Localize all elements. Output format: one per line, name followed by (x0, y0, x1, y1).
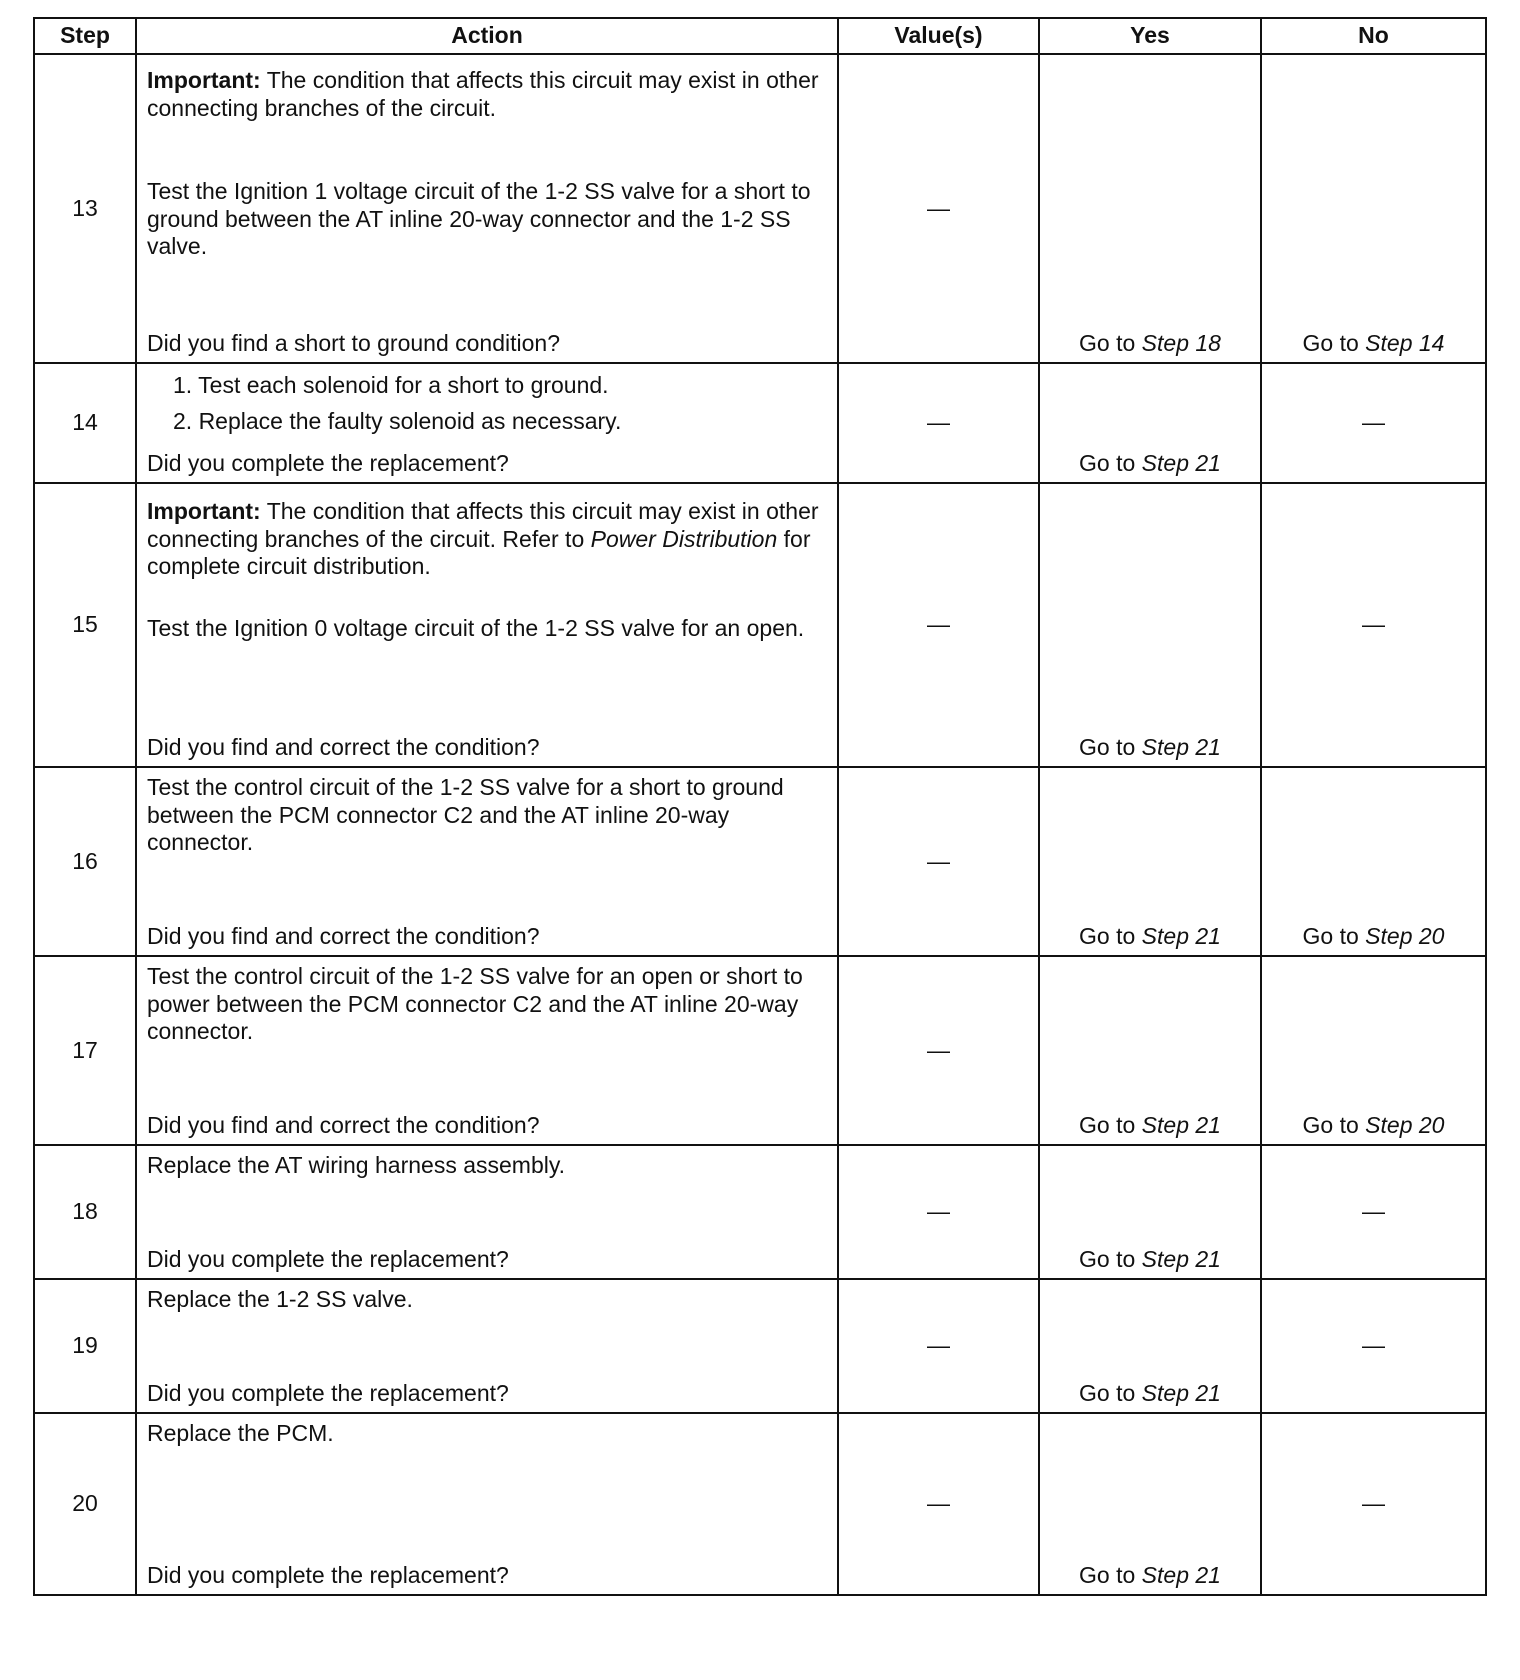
no-cell (1261, 767, 1486, 956)
yes-cell (1039, 483, 1261, 767)
goto-label: Go to (1079, 1246, 1136, 1273)
yes-step-ref: Step 18 (1141, 330, 1221, 357)
yes-goto (1079, 1246, 1221, 1272)
yes-step-ref: Step 21 (1141, 1112, 1221, 1139)
values-cell (838, 54, 1039, 363)
action-question: Did you complete the replacement? (147, 1562, 509, 1589)
goto-label: Go to (1079, 1380, 1136, 1407)
action-text: Test the control circuit of the 1-2 SS valve for a short to ground between the PCM connector C2 and the AT inline 20-way connector. (147, 774, 784, 856)
goto-label: Go to (1079, 1112, 1136, 1139)
important-note (147, 67, 827, 122)
yes-cell (1039, 1279, 1261, 1413)
yes-step-ref: Step 21 (1141, 1246, 1221, 1273)
no-step-ref: Step 20 (1365, 1112, 1445, 1139)
action-cell (136, 1413, 838, 1595)
yes-goto (1079, 450, 1221, 476)
dash-mark: — (1362, 611, 1385, 638)
values-cell (838, 956, 1039, 1145)
goto-label: Go to (1302, 330, 1359, 357)
header-no: No (1261, 18, 1486, 54)
action-question: Did you complete the replacement? (147, 450, 509, 477)
yes-goto (1079, 1112, 1221, 1138)
dash-mark: — (927, 409, 950, 436)
action-cell (136, 1145, 838, 1279)
header-action: Action (136, 18, 838, 54)
action-list (147, 372, 827, 443)
important-text: The condition that affects this circuit may exist in other connecting branches of the circuit. (147, 67, 819, 121)
no-cell (1261, 54, 1486, 363)
dash-mark: — (927, 1490, 950, 1517)
step-number: 15 (34, 483, 136, 767)
action-cell (136, 767, 838, 956)
dash-mark: — (927, 847, 950, 874)
goto-label: Go to (1079, 923, 1136, 950)
action-text: Test the Ignition 1 voltage circuit of the 1-2 SS valve for a short to ground between the AT inline 20-way connector and the 1-2 SS valve. (147, 178, 811, 260)
yes-cell (1039, 54, 1261, 363)
yes-cell (1039, 1413, 1261, 1595)
table-row-step-17 (34, 956, 1486, 1145)
action-cell (136, 483, 838, 767)
important-text: for complete circuit distribution. (147, 525, 811, 580)
yes-cell (1039, 956, 1261, 1145)
step-number: 19 (34, 1279, 136, 1413)
yes-step-ref: Step 21 (1141, 1380, 1221, 1407)
values-cell (838, 1413, 1039, 1595)
no-cell (1261, 1145, 1486, 1279)
step-number: 17 (34, 956, 136, 1145)
yes-step-ref: Step 21 (1141, 450, 1221, 477)
yes-step-ref: Step 21 (1141, 1562, 1221, 1589)
dash-mark: — (1362, 409, 1385, 436)
action-cell (136, 1279, 838, 1413)
goto-label: Go to (1079, 1562, 1136, 1589)
dash-mark: — (1362, 1332, 1385, 1359)
dash-mark: — (1362, 1198, 1385, 1225)
action-question: Did you complete the replacement? (147, 1380, 509, 1407)
action-cell (136, 956, 838, 1145)
yes-cell (1039, 1145, 1261, 1279)
no-step-ref: Step 14 (1365, 330, 1445, 357)
action-question: Did you complete the replacement? (147, 1246, 509, 1273)
table-row-step-18 (34, 1145, 1486, 1279)
table-row-step-19 (34, 1279, 1486, 1413)
dash-mark: — (927, 1036, 950, 1063)
action-cell (136, 54, 838, 363)
action-text: Test the Ignition 0 voltage circuit of the 1-2 SS valve for an open. (147, 614, 805, 641)
action-text: Replace the AT wiring harness assembly. (147, 1152, 566, 1178)
important-label: Important: (147, 498, 261, 524)
goto-label: Go to (1079, 330, 1136, 357)
diagnostic-table (33, 17, 1487, 1596)
header-values: Value(s) (838, 18, 1039, 54)
no-goto (1303, 1112, 1445, 1138)
table-row-step-15 (34, 483, 1486, 767)
list-item: 2. Replace the faulty solenoid as necessary. (173, 407, 622, 434)
values-cell (838, 483, 1039, 767)
no-cell (1261, 483, 1486, 767)
header-row (34, 18, 1486, 54)
dash-mark: — (927, 611, 950, 638)
no-cell (1261, 1413, 1486, 1595)
no-step-ref: Step 20 (1365, 923, 1445, 950)
dash-mark: — (927, 194, 950, 221)
values-cell (838, 1145, 1039, 1279)
no-goto (1303, 923, 1445, 949)
values-cell (838, 1279, 1039, 1413)
table-row-step-14 (34, 363, 1486, 483)
action-question: Did you find and correct the condition? (147, 923, 540, 950)
dash-mark: — (1362, 1490, 1385, 1517)
goto-label: Go to (1302, 923, 1359, 950)
action-question: Did you find and correct the condition? (147, 1112, 540, 1139)
no-cell (1261, 1279, 1486, 1413)
list-item: 1. Test each solenoid for a short to ground. (173, 372, 609, 398)
action-question: Did you find and correct the condition? (147, 734, 540, 761)
action-text: Replace the PCM. (147, 1420, 334, 1446)
power-distribution-reference: Power Distribution (590, 525, 778, 552)
yes-step-ref: Step 21 (1141, 734, 1221, 761)
yes-goto (1079, 923, 1221, 949)
yes-goto (1079, 1380, 1221, 1406)
action-question: Did you find a short to ground condition? (147, 330, 560, 357)
important-label: Important: (147, 67, 261, 93)
header-yes: Yes (1039, 18, 1261, 54)
yes-cell (1039, 363, 1261, 483)
yes-goto (1079, 330, 1221, 356)
step-number: 16 (34, 767, 136, 956)
step-number: 20 (34, 1413, 136, 1595)
values-cell (838, 767, 1039, 956)
header-step: Step (34, 18, 136, 54)
action-cell (136, 363, 838, 483)
values-cell (838, 363, 1039, 483)
no-cell (1261, 363, 1486, 483)
table-row-step-16 (34, 767, 1486, 956)
step-number: 18 (34, 1145, 136, 1279)
no-cell (1261, 956, 1486, 1145)
step-number: 13 (34, 54, 136, 363)
goto-label: Go to (1079, 450, 1136, 477)
yes-goto (1079, 1562, 1221, 1588)
table-row-step-20 (34, 1413, 1486, 1595)
yes-goto (1079, 734, 1221, 760)
no-goto (1303, 330, 1445, 356)
action-text: Test the control circuit of the 1-2 SS valve for an open or short to power between the PCM connector C2 and the AT inline 20-way connector. (147, 963, 803, 1045)
action-text: Replace the 1-2 SS valve. (147, 1286, 413, 1312)
yes-cell (1039, 767, 1261, 956)
goto-label: Go to (1302, 1112, 1359, 1139)
goto-label: Go to (1079, 734, 1136, 761)
dash-mark: — (927, 1332, 950, 1359)
table-row-step-13 (34, 54, 1486, 363)
yes-step-ref: Step 21 (1141, 923, 1221, 950)
step-number: 14 (34, 363, 136, 483)
important-text: The condition that affects this circuit may exist in other connecting branches of the circuit. Refer to (147, 498, 819, 552)
dash-mark: — (927, 1198, 950, 1225)
important-note (147, 498, 827, 581)
